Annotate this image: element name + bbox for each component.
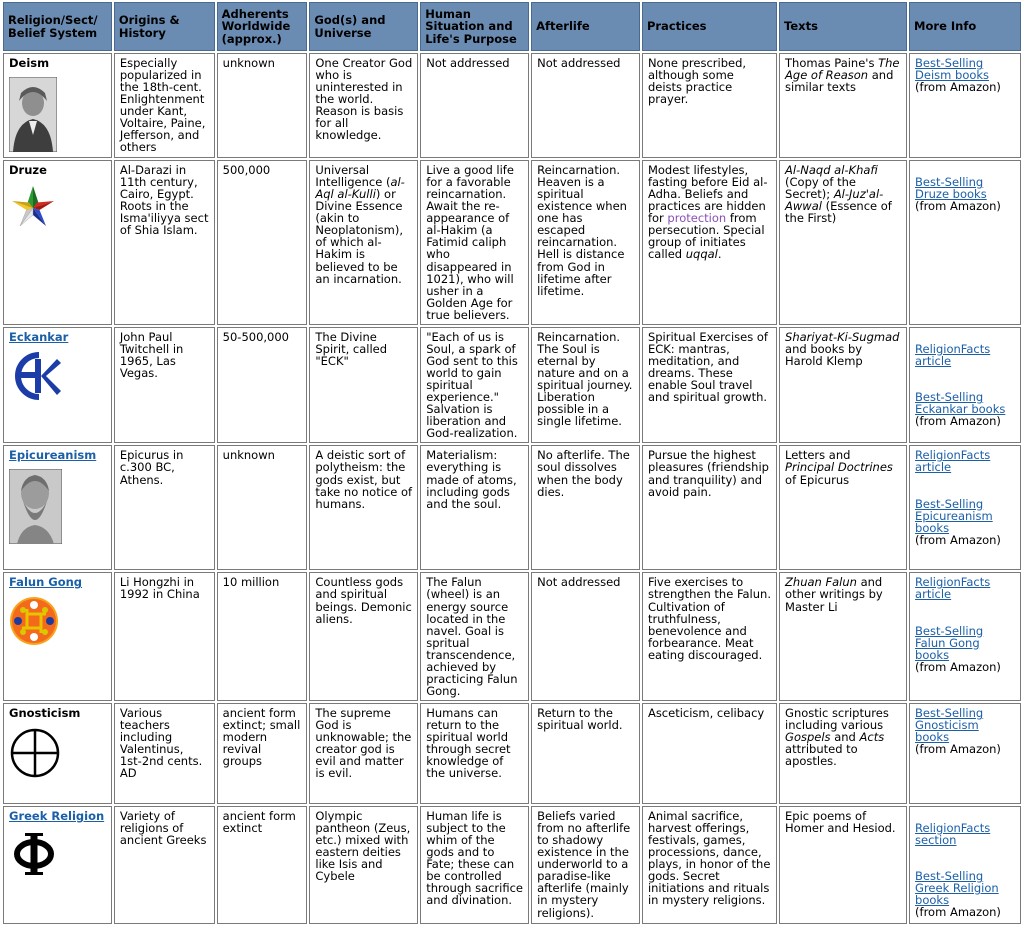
table-row [3,445,1021,570]
religion-name-link[interactable]: Greek Religion [9,809,105,823]
sun-cross-icon [9,727,61,779]
adherents-cell: 50-500,000 [217,327,308,444]
religion-name: Deism [9,56,50,70]
table-row [3,53,1021,158]
afterlife-cell: Reincarnation. Heaven is a spiritual existence when one has escaped reincarnation. Hell is distance from God in lifetime after lifetime. [531,160,640,325]
practices-cell: Pursue the highest pleasures (friendship and tranquility) and avoid pain. [642,445,777,570]
purpose-cell: Materialism: everything is made of atoms, including gods and the soul. [420,445,529,570]
adherents-cell: ancient form extinct [217,806,308,924]
gods-cell: Countless gods and spiritual beings. Demonic aliens. [309,572,418,701]
adherents-cell: ancient form extinct; small modern revival groups [217,703,308,804]
religions-comparison-table [1,0,1023,926]
phi-letter-icon [9,830,59,878]
religion-name-link[interactable]: Eckankar [9,329,69,344]
religion-name: Gnosticism [9,706,81,720]
origins-cell: Especially popularized in the 18th-cent. Enlightenment under Kant, Voltaire, Paine, Jefferson, and others [114,53,215,158]
afterlife-cell: No afterlife. The soul dissolves when the body dies. [531,445,640,570]
amazon-books-link[interactable]: Best-Selling Druze books [915,175,987,202]
texts-cell: Al-Naqd al-Khafi (Copy of the Secret); Al-Juz'al-Awwal (Essence of the First) [779,160,907,325]
origins-cell: Epicurus in c.300 BC, Athens. [114,445,215,570]
religion-cell [3,445,112,570]
origins-cell: Various teachers including Valentinus, 1st-2nd cents. AD [114,703,215,804]
adherents-cell: 500,000 [217,160,308,325]
gods-cell: Olympic pantheon (Zeus, etc.) mixed with eastern deities like Isis and Cybele [309,806,418,924]
druze-star-icon [9,184,57,232]
adherents-cell: unknown [217,445,308,570]
religion-name-link[interactable]: Epicureanism [9,448,97,463]
religionfacts-link[interactable]: ReligionFacts article [915,575,991,602]
texts-cell: Gnostic scriptures including various Gospels and Acts attributed to apostles. [779,703,907,804]
protection-link[interactable]: protection [667,211,727,226]
more-info-cell: ReligionFacts article Best-Selling Falun Gong books (from Amazon) [909,572,1021,701]
practices-cell: Modest lifestyles, fasting before Eid al-Adha. Beliefs and practices are hidden for protection from persecution. Special group of initiates called uqqal. [642,160,777,325]
portrait-image [9,77,57,152]
religion-cell [3,703,112,804]
more-info-cell: ReligionFacts section Best-Selling Greek Religion books (from Amazon) [909,806,1021,924]
adherents-cell: 10 million [217,572,308,701]
origins-cell: Variety of religions of ancient Greeks [114,806,215,924]
religionfacts-link[interactable]: ReligionFacts article [915,341,991,368]
amazon-books-link[interactable]: Best-Selling Gnosticism books [915,706,984,745]
header-purpose: Human Situation and Life's Purpose [420,2,529,51]
gods-cell: The Divine Spirit, called "ECK" [309,327,418,444]
afterlife-cell: Not addressed [531,572,640,701]
amazon-books-link[interactable]: Best-Selling Eckankar books [915,389,1006,416]
table-row [3,572,1021,701]
more-info-cell: ReligionFacts article Best-Selling Epicureanism books (from Amazon) [909,445,1021,570]
practices-cell: None prescribed, although some deists practice prayer. [642,53,777,158]
table-row [3,160,1021,325]
amazon-books-link[interactable]: Best-Selling Falun Gong books [915,623,984,662]
header-origins: Origins & History [114,2,215,51]
gods-cell: One Creator God who is uninterested in the world. Reason is basis for all knowledge. [309,53,418,158]
table-row [3,806,1021,924]
table-row [3,703,1021,804]
more-info-cell: Best-Selling Druze books (from Amazon) [909,160,1021,325]
amazon-books-link[interactable]: Best-Selling Epicureanism books [915,496,993,535]
falun-emblem-icon [9,596,59,646]
practices-cell: Spiritual Exercises of ECK: mantras, meditation, and dreams. These enable Soul travel and spiritual growth. [642,327,777,444]
texts-cell: Thomas Paine's The Age of Reason and similar texts [779,53,907,158]
religion-cell [3,327,112,444]
eckankar-ek-icon [9,351,61,401]
afterlife-cell: Not addressed [531,53,640,158]
header-afterlife: Afterlife [531,2,640,51]
gods-cell: A deistic sort of polytheism: the gods exist, but take no notice of humans. [309,445,418,570]
religion-cell [3,806,112,924]
adherents-cell: unknown [217,53,308,158]
header-more-info: More Info [909,2,1021,51]
gods-cell: Universal Intelligence (al-Aql al-Kulli) or Divine Essence (akin to Neoplatonism), of which al-Hakim is believed to be an incarnation. [309,160,418,325]
religion-name: Druze [9,163,47,177]
origins-cell: Li Hongzhi in 1992 in China [114,572,215,701]
purpose-cell: Not addressed [420,53,529,158]
purpose-cell: Humans can return to the spiritual world through secret knowledge of the universe. [420,703,529,804]
afterlife-cell: Reincarnation. The Soul is eternal by nature and on a spiritual journey. Liberation possible in a single lifetime. [531,327,640,444]
practices-cell: Animal sacrifice, harvest offerings, festivals, games, processions, dance, plays, in honor of the gods. Secret initiations and rituals in mystery religions. [642,806,777,924]
texts-cell: Letters and Principal Doctrines of Epicurus [779,445,907,570]
texts-cell: Zhuan Falun and other writings by Master Li [779,572,907,701]
afterlife-cell: Return to the spiritual world. [531,703,640,804]
origins-cell: John Paul Twitchell in 1965, Las Vegas. [114,327,215,444]
amazon-books-link[interactable]: Best-Selling Greek Religion books [915,869,999,908]
header-religion: Religion/Sect/ Belief System [3,2,112,51]
purpose-cell: Human life is subject to the whim of the gods and to Fate; these can be controlled through sacrifice and divination. [420,806,529,924]
header-gods: God(s) and Universe [309,2,418,51]
purpose-cell: The Falun (wheel) is an energy source located in the navel. Goal is spritual transcendence, achieved by practicing Falun Gong. [420,572,529,701]
bust-image [9,469,62,544]
more-info-cell: ReligionFacts article Best-Selling Eckankar books (from Amazon) [909,327,1021,444]
practices-cell: Asceticism, celibacy [642,703,777,804]
religion-cell [3,160,112,325]
more-info-cell: Best-Selling Deism books (from Amazon) [909,53,1021,158]
practices-cell: Five exercises to strengthen the Falun. Cultivation of truthfulness, benevolence and forbearance. Meat eating discouraged. [642,572,777,701]
header-adherents: Adherents Worldwide (approx.) [217,2,308,51]
texts-cell: Shariyat-Ki-Sugmad and books by Harold Klemp [779,327,907,444]
religionfacts-link[interactable]: ReligionFacts section [915,821,991,848]
more-info-cell: Best-Selling Gnosticism books (from Amazon) [909,703,1021,804]
header-practices: Practices [642,2,777,51]
texts-cell: Epic poems of Homer and Hesiod. [779,806,907,924]
religionfacts-link[interactable]: ReligionFacts article [915,448,991,475]
purpose-cell: Live a good life for a favorable reincarnation. Await the re-appearance of al-Hakim (a Fatimid caliph who disappeared in 1021), who will usher in a Golden Age for true believers. [420,160,529,325]
table-row [3,327,1021,444]
purpose-cell: "Each of us is Soul, a spark of God sent to this world to gain spiritual experience." Salvation is liberation and God-realization. [420,327,529,444]
origins-cell: Al-Darazi in 11th century, Cairo, Egypt. Roots in the Isma'iliyya sect of Shia Islam. [114,160,215,325]
gods-cell: The supreme God is unknowable; the creator god is evil and matter is evil. [309,703,418,804]
amazon-books-link[interactable]: Best-Selling Deism books [915,56,990,83]
religion-name-link[interactable]: Falun Gong [9,575,83,590]
header-texts: Texts [779,2,907,51]
religion-cell [3,572,112,701]
header-row [3,2,1021,51]
religion-cell [3,53,112,158]
afterlife-cell: Beliefs varied from no afterlife to shadowy existence in the underworld to a paradise-like afterlife (mainly in mystery religions). [531,806,640,924]
